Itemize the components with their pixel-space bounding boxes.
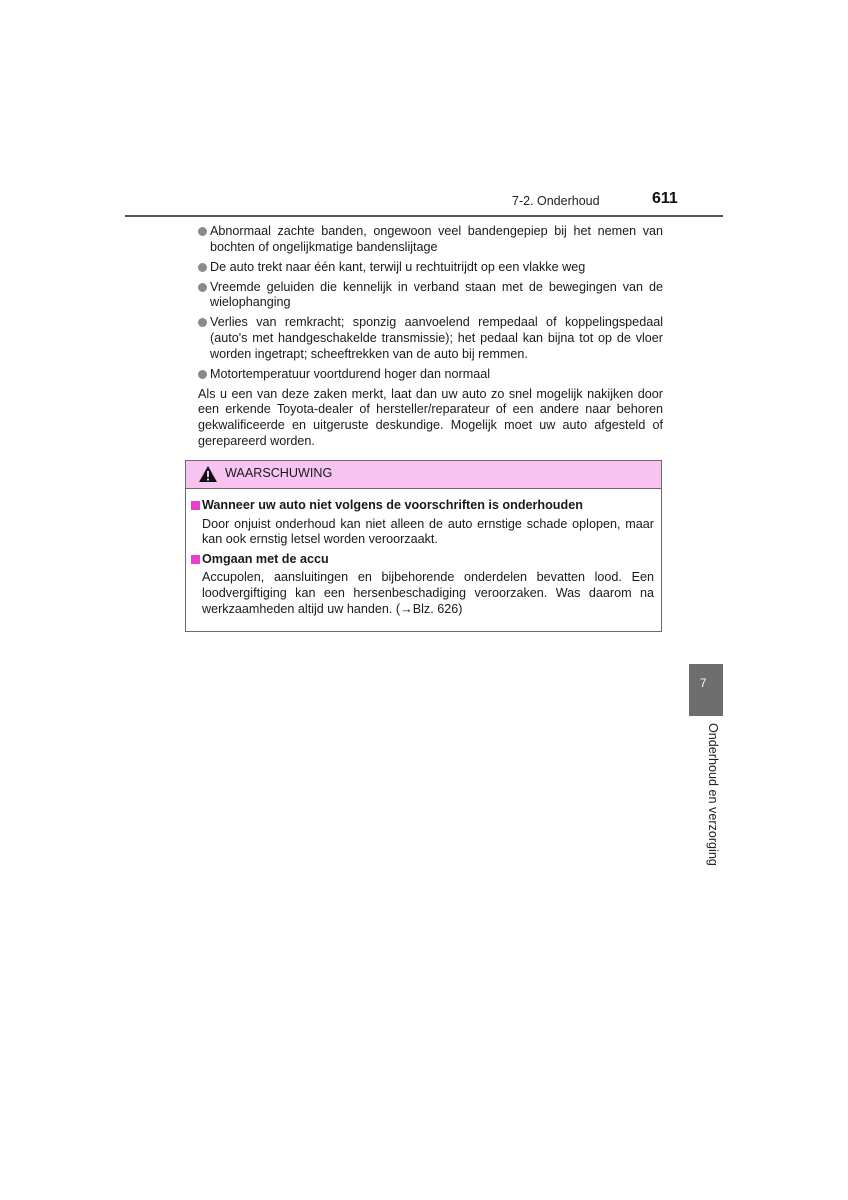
list-item-text: Motortemperatuur voortdurend hoger dan normaal (210, 366, 491, 381)
list-item-text: Vreemde geluiden die kennelijk in verband staan met de bewegingen van de wielophanging (210, 279, 663, 310)
bullet-dot-icon (198, 263, 207, 272)
header-divider (125, 215, 723, 217)
list-item-text: De auto trekt naar één kant, terwijl u rechtuitrijdt op een vlakke weg (210, 259, 586, 274)
list-item (198, 280, 663, 311)
warning-section-heading (190, 552, 654, 568)
warning-section-text: Door onjuist onderhoud kan niet alleen de auto ernstige schade oplopen, maar kan ook ernstig letsel worden veroorzaakt. (202, 516, 654, 547)
list-item (198, 260, 663, 276)
section-marker-icon (191, 501, 200, 510)
warning-section-heading-text: Wanneer uw auto niet volgens de voorschriften is onderhouden (202, 498, 583, 512)
bullet-dot-icon (198, 227, 207, 236)
list-item (198, 367, 663, 383)
chapter-label: Onderhoud en verzorging (706, 723, 720, 866)
warning-section-heading-text: Omgaan met de accu (202, 551, 329, 566)
warning-title: WAARSCHUWING (225, 466, 333, 480)
header-section-title: 7-2. Onderhoud (512, 194, 600, 208)
list-item (198, 224, 663, 255)
list-item-text: Abnormaal zachte banden, ongewoon veel bandengepiep bij het nemen van bochten of ongelijkmatige bandenslijtage (210, 224, 663, 254)
main-content (198, 224, 663, 449)
symptom-list (198, 224, 663, 382)
chapter-tab (689, 664, 723, 716)
bullet-dot-icon (198, 318, 207, 327)
warning-box (185, 460, 662, 632)
list-item-text: Verlies van remkracht; sponzig aanvoelend rempedaal of koppelingspedaal (auto's met handgeschakelde transmissie); het pedaal kan bijna tot op de vloer worden ingetrapt; scheeftrekken van de auto bij remmen. (210, 315, 663, 361)
bullet-dot-icon (198, 283, 207, 292)
list-item (198, 315, 663, 362)
chapter-number: 7 (700, 678, 707, 690)
section-marker-icon (191, 555, 200, 564)
warning-body (190, 498, 654, 621)
warning-section-heading (190, 498, 654, 514)
warning-header (186, 461, 661, 489)
page-number: 611 (652, 190, 678, 207)
advice-paragraph: Als u een van deze zaken merkt, laat dan uw auto zo snel mogelijk nakijken door een erkende Toyota-dealer of hersteller/reparateur of een andere naar behoren gekwalificeerde en uitgeruste deskundige. Mogelijk moet uw auto afgesteld of gerepareerd worden. (198, 386, 663, 448)
bullet-dot-icon (198, 370, 207, 379)
warning-triangle-icon (198, 465, 218, 483)
warning-section-text: Accupolen, aansluitingen en bijbehorende onderdelen bevatten lood. Een loodvergiftiging kan een hersenbeschadiging veroorzaken. Was daarom na werkzaamheden altijd uw handen. (→Blz. 626) (202, 570, 654, 616)
